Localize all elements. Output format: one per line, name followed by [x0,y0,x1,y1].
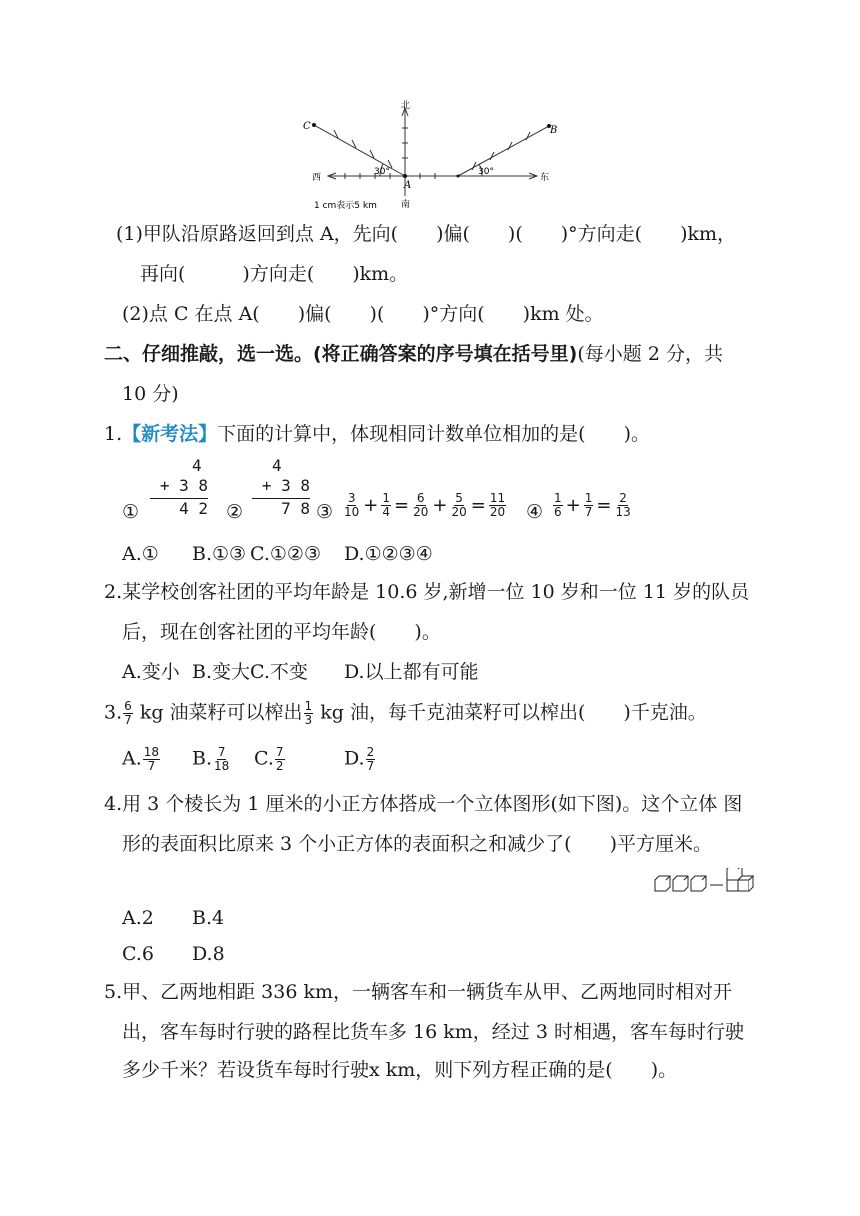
p2-line2: 后，现在创客社团的平均年龄( )。 [122,621,441,643]
denominator: 10 [344,505,360,519]
eq3-fraction [412,492,429,519]
p1-text: 下面的计算中，体现相同计数单位相加的是( )。 [217,423,650,445]
new-method-tag: 【新考法】 [122,423,218,445]
section2-title: 二、仔细推敲，选一选。(将正确答案的序号填在括号里) [104,343,578,365]
south-label: 南 [401,200,411,210]
numerator: 1 [554,491,562,505]
eq3-operator: + [363,494,379,516]
west-label: 西 [312,173,322,183]
denominator: 13 [615,505,631,519]
p3-fraction-1: $\frac{6}{7}$ [124,699,132,727]
section2-note2: 10 分) [122,383,179,405]
v1-result: 4 2 [150,498,208,519]
east-label: 东 [540,173,550,183]
eq4-operator: = [596,494,612,516]
p3-option-a: A. $\frac{18}{7}$ [122,745,160,773]
point-c-label: C [303,121,311,132]
direction-diagram [300,98,570,213]
v1-top: 4 [192,456,202,475]
p3-stem [104,700,707,727]
eq3-operator: + [432,494,448,516]
numerator: 6 [416,491,425,505]
q1-line1: (1)甲队沿原路返回到点 A，先向( )偏( )( )°方向走( )km， [116,223,737,245]
eq3-fraction [343,492,360,519]
numerator: 3 [347,491,356,505]
denominator: 7 [584,505,593,519]
eq4-operator: + [565,494,581,516]
v2-top: 4 [272,456,282,475]
denominator: 4 [382,505,391,519]
eq3-fraction [489,492,506,519]
p2-option-d: D.以上都有可能 [344,661,479,683]
v1-mid: + 3 8 [159,476,208,495]
p2-line1: 2.某学校创客社团的平均年龄是 10.6 岁,新增一位 10 岁和一位 11 岁的队员 [104,581,750,603]
v2-result: 7 8 [252,498,310,519]
eq4-fraction [584,492,594,519]
p3-option-a-fraction: $\frac{18}{7}$ [143,745,160,773]
p5-line1: 5.甲、乙两地相距 336 km，一辆客车和一辆货车从甲、乙两地同时相对开 [104,981,733,1003]
numerator: 5 [455,491,463,505]
p1-option-b: B.①③ [192,543,247,565]
numerator: 2 [619,491,627,505]
numerator: 1 [382,491,391,505]
eq3-operator: = [394,494,410,516]
point-a-label: A [404,180,412,191]
p3-number: 3. [104,701,123,724]
cubes-figure [653,868,761,896]
scale-label: 1 cm表示5 km [314,201,377,211]
numerator: 11 [489,491,506,505]
p2-option-c: C.不变 [250,661,308,683]
denominator: 20 [489,505,506,519]
section2-note: (每小题 2 分，共 [577,343,723,365]
p3-option-c-fraction: $\frac{7}{2}$ [275,745,284,773]
denominator: 20 [451,505,467,519]
angle-left-label: 30° [374,167,390,177]
p1-number: 1. [104,423,123,445]
p1-vertical-calc-2 [252,456,310,519]
eq4-fraction [553,492,563,519]
p1-option-a: A.① [122,543,159,565]
q1-part2: (2)点 C 在点 A( )偏( )( )°方向( )km 处。 [122,303,604,325]
p1-choice4-mark: ④ [526,501,544,523]
north-label: 北 [401,101,411,111]
point-a-dot [403,174,407,178]
p3-option-b: B. $\frac{7}{18}$ [192,745,230,773]
p3-text-tail: kg 油，每千克油菜籽可以榨出( )千克油。 [314,701,707,724]
eq3-fraction [450,492,467,519]
p1-equation-3 [342,492,507,519]
p2-option-a: A.变小 [122,661,180,683]
p3-option-d-fraction: $\frac{2}{7}$ [366,745,375,773]
p1-choice2-mark: ② [226,501,244,523]
p3-option-d: D. $\frac{2}{7}$ [344,745,375,773]
p1-stem [104,422,650,446]
eq3-operator: = [470,494,486,516]
section2-heading [104,342,723,366]
p4-option-b: B.4 [192,907,225,929]
p4-option-a: A.2 [122,907,154,929]
angle-right-label: 30° [478,167,494,177]
p1-option-c: C.①②③ [250,543,321,565]
p1-option-d: D.①②③④ [344,543,433,565]
v2-mid: + 3 8 [261,476,310,495]
p5-line2: 出，客车每时行驶的路程比货车多 16 km，经过 3 时相遇，客车每时行驶 [122,1021,744,1043]
p1-choice1-mark: ① [122,501,140,523]
eq3-fraction [381,492,391,519]
p4-line2: 形的表面积比原来 3 个小正方体的表面积之和减少了( )平方厘米。 [122,833,712,855]
p1-vertical-calc-1 [150,456,208,519]
denominator: 20 [413,505,429,519]
numerator: 1 [584,491,593,505]
p2-option-b: B.变大 [192,661,251,683]
point-b-label: B [550,125,558,136]
p1-equation-4 [552,492,633,519]
q1-line2: 再向( )方向走( )km。 [140,263,409,285]
point-c-dot [312,123,316,127]
p5-line3: 多少千米？若设货车每时行驶x km，则下列方程正确的是( )。 [122,1059,678,1081]
p4-option-d: D.8 [192,943,225,965]
p1-choice3-mark: ③ [316,501,334,523]
p3-option-b-fraction: $\frac{7}{18}$ [214,745,230,773]
p3-fraction-2: $\frac{1}{3}$ [304,699,313,727]
p3-text-mid: kg 油菜籽可以榨出 [133,701,303,724]
p4-option-c: C.6 [122,943,154,965]
eq4-fraction [614,492,631,519]
p4-line1: 4.用 3 个棱长为 1 厘米的小正方体搭成一个立体图形(如下图)。这个立体 图 [104,793,743,815]
denominator: 6 [554,505,562,519]
p3-option-c: C. $\frac{7}{2}$ [254,745,284,773]
